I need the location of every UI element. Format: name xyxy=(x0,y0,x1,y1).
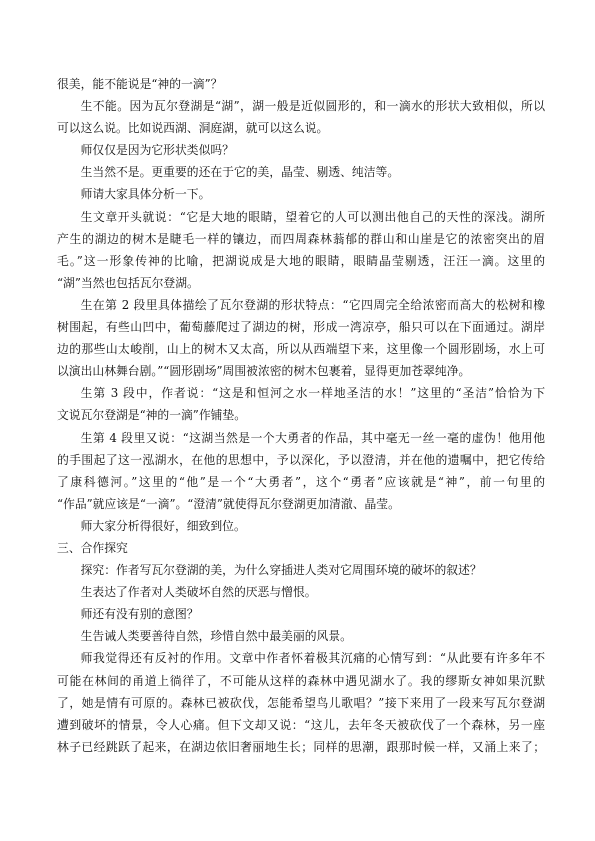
paragraph xyxy=(57,382,545,426)
text-line: 以演出山林舞台剧。”“圆形剧场”周围被浓密的树木包裹着，显得更加苍翠纯净。 xyxy=(57,364,471,379)
paragraph xyxy=(57,183,545,205)
text-line: 师请大家具体分析一下。 xyxy=(80,187,211,202)
paragraph xyxy=(57,95,545,139)
text-line: “湖”当然也包括瓦尔登湖。 xyxy=(57,275,199,290)
text-line: 师还有没有别的意图？ xyxy=(80,607,199,622)
text-line: 毛。”这一形象传神的比喻，把湖说成是大地的眼睛，眼睛晶莹剔透，汪汪一滴。这里的 xyxy=(57,253,545,268)
paragraph xyxy=(57,139,545,161)
paragraph xyxy=(57,294,545,382)
text-line: 生在第 2 段里具体描绘了瓦尔登湖的形状特点：“它四周完全给浓密而高大的松树和橡 xyxy=(80,297,545,312)
text-line: 三、合作探究 xyxy=(57,540,128,555)
text-line: 了康科德河。”这里的“他”是一个“大勇者”，这个“勇者”应该就是“神”，前一句里的 xyxy=(57,474,545,489)
paragraph xyxy=(57,625,545,647)
text-line: 探究：作者写瓦尔登湖的美，为什么穿插进人类对它周围环境的破坏的叙述？ xyxy=(80,563,482,578)
document-body xyxy=(57,73,545,758)
paragraph xyxy=(57,161,545,183)
text-line: 遭到破坏的情景，令人心痛。但下文却又说：“这儿，去年冬天被砍伐了一个森林，另一座 xyxy=(57,717,545,732)
text-line: 了，她是情有可原的。森林已被砍伐，怎能希望鸟儿歌唱？”接下来用了一段来写瓦尔登湖 xyxy=(57,695,545,710)
text-line: 生表达了作者对人类破坏自然的厌恶与憎恨。 xyxy=(80,585,317,600)
text-line: 边的那些山太峻削，山上的树木又太高，所以从西端望下来，这里像一个圆形剧场，水上可 xyxy=(57,342,545,357)
text-line: 树围起，有些山凹中，葡萄藤爬过了湖边的树，形成一湾凉亭，船只可以在下面通过。湖岸 xyxy=(57,320,545,335)
text-line: 生第 3 段中，作者说：“这是和恒河之水一样地圣洁的水！”这里的“圣洁”恰恰为下 xyxy=(80,386,545,401)
text-line: 林子已经跳跃了起来，在湖边依旧奢丽地生长；同样的思潮，跟那时候一样，又涌上来了； xyxy=(57,739,545,754)
text-line: 生当然不是。更重要的还在于它的美，晶莹、剔透、纯洁等。 xyxy=(80,165,400,180)
paragraph xyxy=(57,427,545,515)
text-line: 师仅仅是因为它形状类似吗？ xyxy=(80,143,234,158)
paragraph xyxy=(57,647,545,757)
text-line: 产生的湖边的树木是睫毛一样的镶边，而四周森林蓊郁的群山和山崖是它的浓密突出的眉 xyxy=(57,231,545,246)
text-line: 可以这么说。比如说西湖、洞庭湖，就可以这么说。 xyxy=(57,121,329,136)
text-line: 可能在林间的甬道上徜徉了，不可能从这样的森林中遇见湖水了。我的缪斯女神如果沉默 xyxy=(57,673,545,688)
text-line: “作品”就应该是“一滴”。“澄清”就使得瓦尔登湖更加清澈、晶莹。 xyxy=(57,496,400,511)
text-line: 很美，能不能说是“神的一滴”？ xyxy=(57,77,223,91)
text-line: 的手围起了这一泓湖水，在他的思想中，予以深化，予以澄清，并在他的遗嘱中，把它传给 xyxy=(57,452,545,467)
text-line: 生文章开头就说：“它是大地的眼睛，望着它的人可以测出他自己的天性的深浅。湖所 xyxy=(80,209,545,224)
text-line: 文说瓦尔登湖是“神的一滴”作铺垫。 xyxy=(57,408,247,423)
text-line: 生告诫人类要善待自然，珍惜自然中最美丽的风景。 xyxy=(80,629,352,644)
text-line: 师我觉得还有反衬的作用。文章中作者怀着极其沉痛的心情写到：“从此要有许多年不 xyxy=(80,651,545,666)
text-line: 师大家分析得很好，细致到位。 xyxy=(80,518,246,533)
paragraph xyxy=(57,73,545,95)
paragraph xyxy=(57,581,545,603)
text-line: 生不能。因为瓦尔登湖是“湖”，湖一般是近似圆形的，和一滴水的形状大致相似，所以 xyxy=(80,99,545,114)
text-line: 生第 4 段里又说：“这湖当然是一个大勇者的作品，其中毫无一丝一毫的虚伪！他用他 xyxy=(80,430,545,445)
paragraph xyxy=(57,559,545,581)
paragraph xyxy=(57,603,545,625)
paragraph xyxy=(57,206,545,294)
section-heading xyxy=(57,537,545,559)
paragraph xyxy=(57,515,545,537)
